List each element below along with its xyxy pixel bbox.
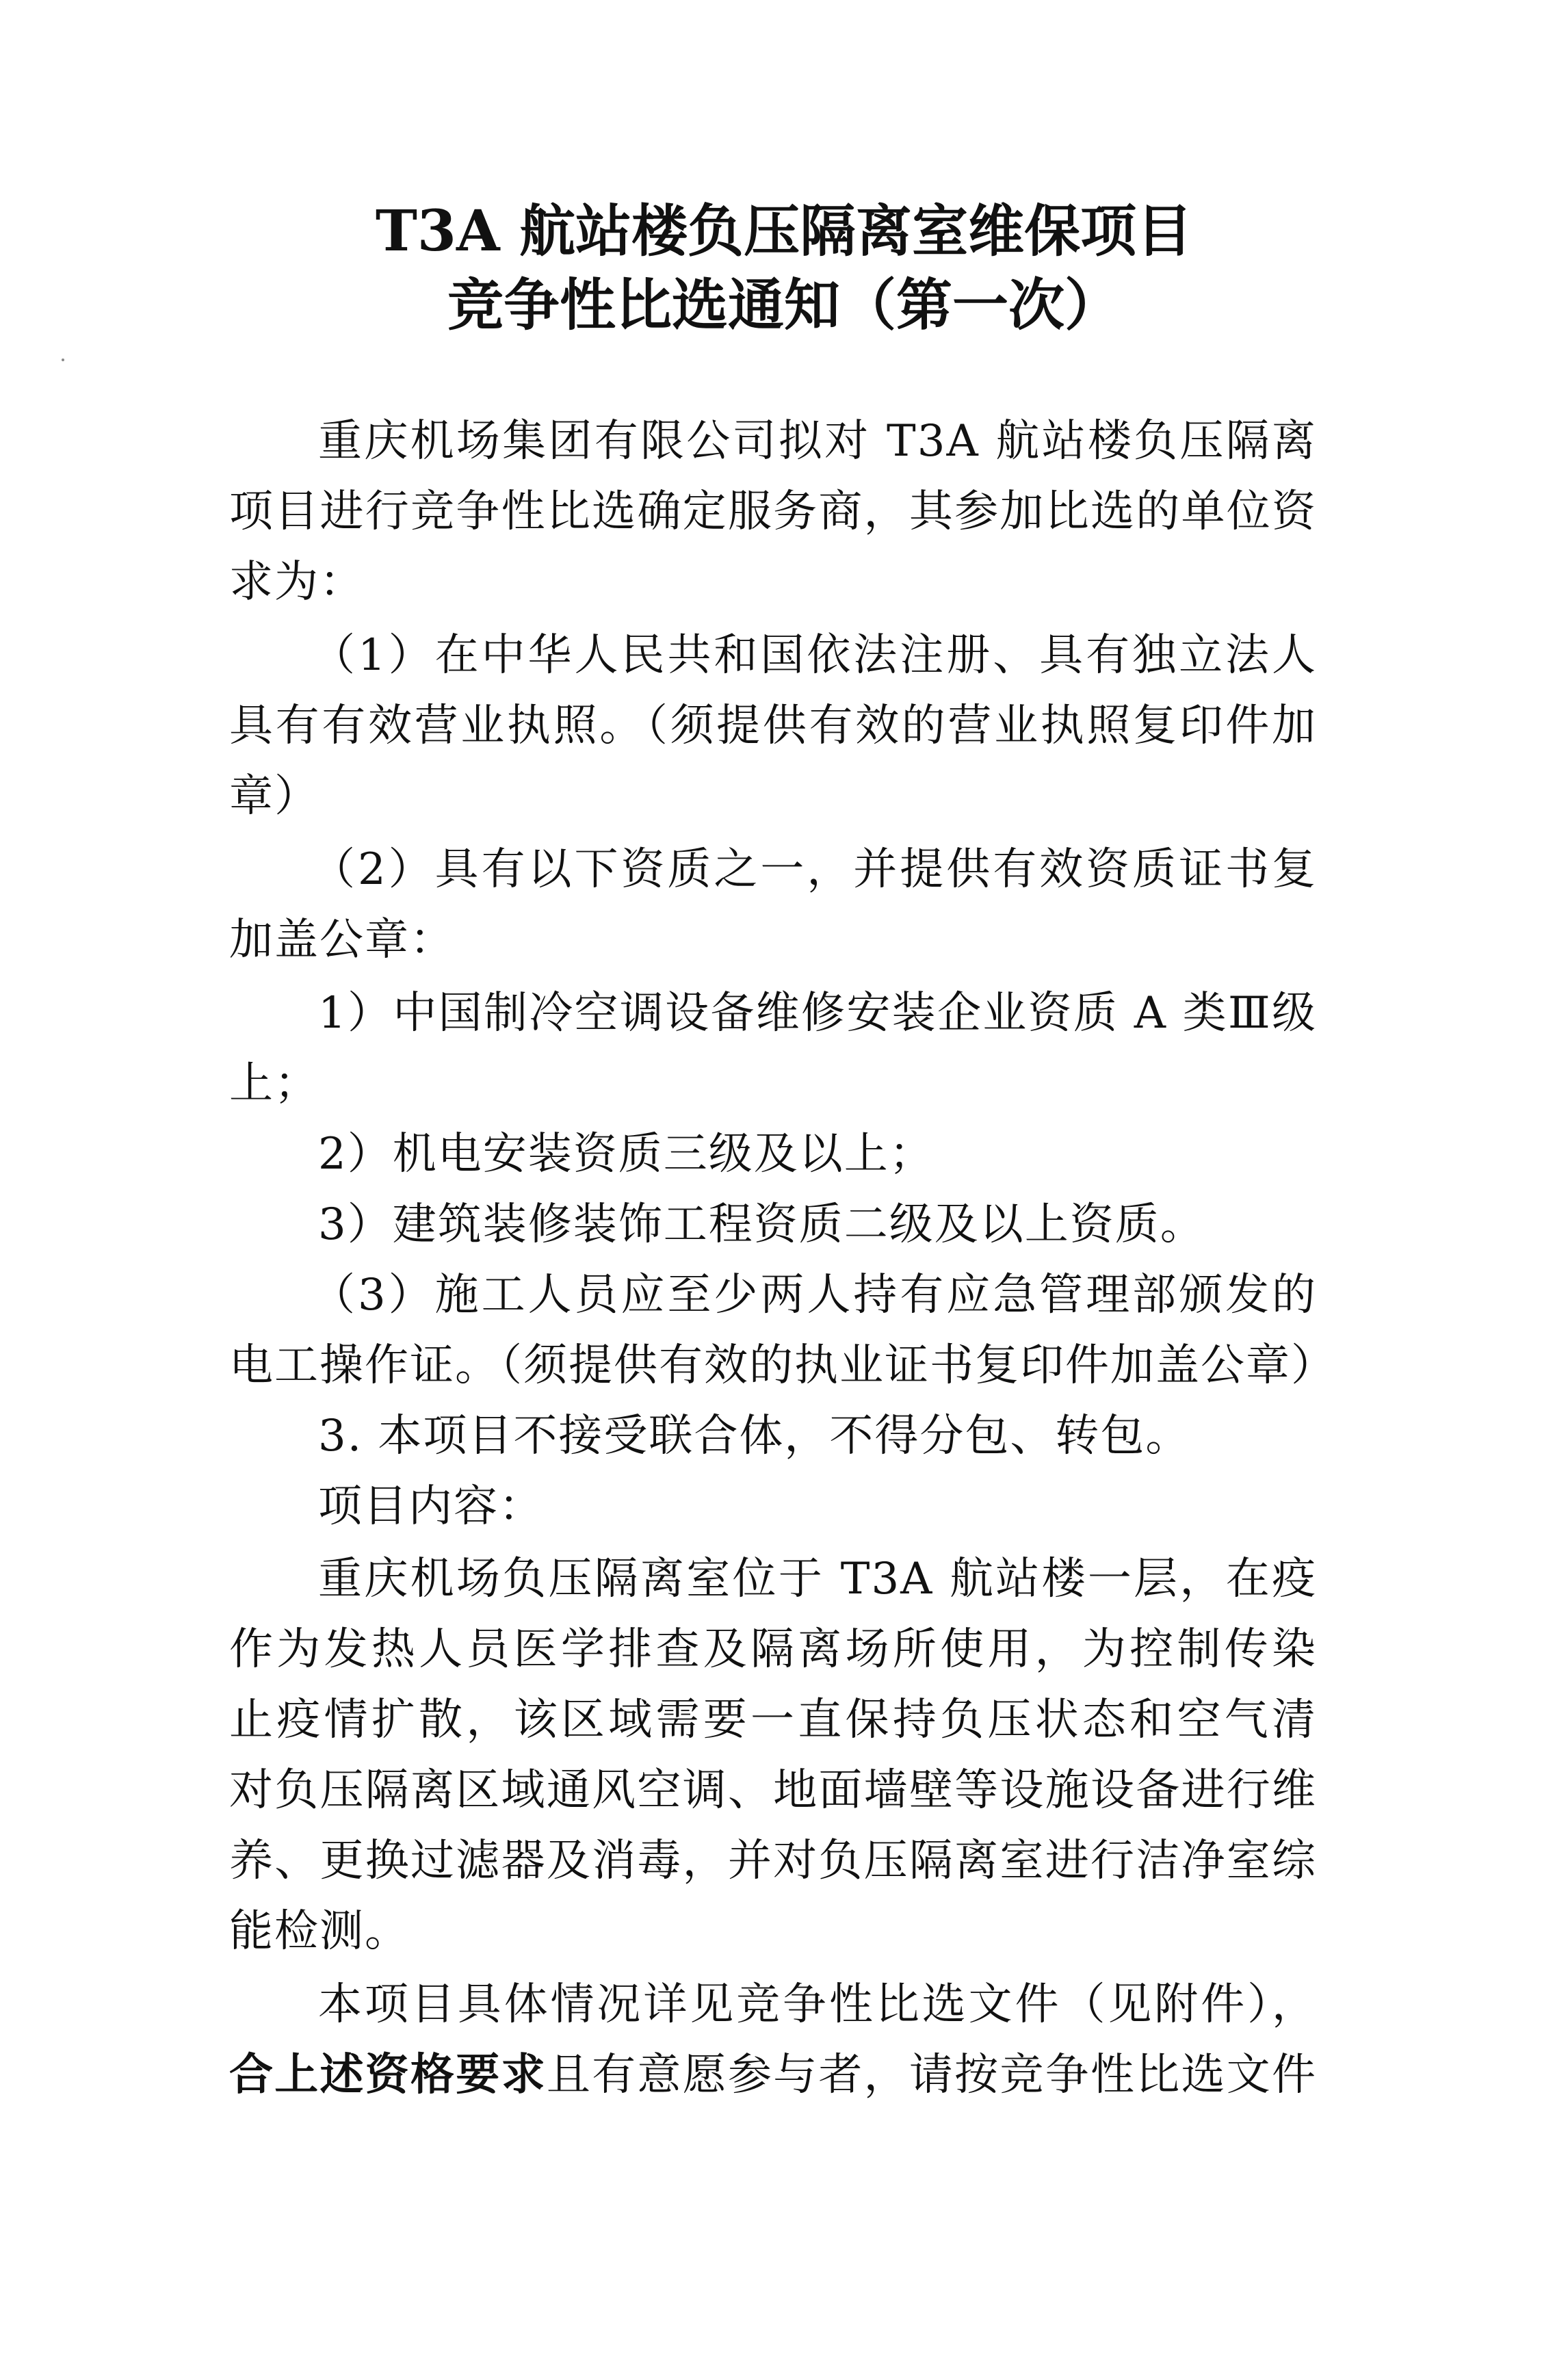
paragraph-line <box>229 2048 1317 2102</box>
paragraph-line: 电工操作证。（须提供有效的执业证书复印件加盖公章） <box>229 1340 1336 1391</box>
paragraph-line: 求为： <box>229 557 365 608</box>
paragraph-line: 重庆机场负压隔离室位于 T3A 航站楼一层，在疫 <box>318 1554 1317 1604</box>
text-normal: 本项目具体情况详见竞争性比选文件（见附件）， <box>318 1979 1317 2030</box>
paragraph-line: 项目进行竞争性比选确定服务商，其参加比选的单位资 <box>229 486 1317 537</box>
text-emphasis: 合上述资格要求 <box>229 2049 547 2100</box>
document-title-line-2: 竞争性比选通知（第一次） <box>447 272 1121 338</box>
paragraph-line: 养、更换过滤器及消毒，并对负压隔离室进行洁净室综 <box>229 1836 1317 1886</box>
paragraph-line: （2）具有以下资质之一，并提供有效资质证书复 <box>311 844 1317 895</box>
paragraph-line: 3. 本项目不接受联合体，不得分包、转包。 <box>318 1411 1191 1461</box>
paragraph-line: 项目内容： <box>318 1481 544 1532</box>
paragraph-line: 作为发热人员医学排查及隔离场所使用，为控制传染 <box>229 1624 1317 1675</box>
paragraph-line: 重庆机场集团有限公司拟对 T3A 航站楼负压隔离 <box>318 416 1317 467</box>
text-normal: 且有意愿参与者，请按竞争性比选文件 <box>546 2050 1317 2100</box>
document-title-line-1: T3A 航站楼负压隔离室维保项目 <box>375 198 1193 264</box>
paragraph-line: 章） <box>229 771 319 822</box>
paragraph-line: 上； <box>229 1058 319 1109</box>
paragraph-line: 具有有效营业执照。（须提供有效的营业执照复印件加 <box>229 701 1317 751</box>
paragraph-line: （3）施工人员应至少两人持有应急管理部颁发的 <box>311 1270 1317 1320</box>
paragraph-line: 2）机电安装资质三级及以上； <box>318 1129 935 1180</box>
paragraph-line <box>318 1977 1317 2032</box>
scan-speck <box>62 359 64 361</box>
paragraph-line: 1）中国制冷空调设备维修安装企业资质 A 类Ⅲ级 <box>318 988 1317 1039</box>
paragraph-line: 3）建筑装修装饰工程资质二级及以上资质。 <box>318 1199 1205 1250</box>
paragraph-line: 止疫情扩散，该区域需要一直保持负压状态和空气清 <box>229 1695 1317 1745</box>
paragraph-line: 加盖公章： <box>229 915 455 965</box>
paragraph-line: 对负压隔离区域通风空调、地面墙壁等设施设备进行维 <box>229 1765 1317 1816</box>
paragraph-line: 能检测。 <box>229 1906 410 1957</box>
paragraph-line: （1）在中华人民共和国依法注册、具有独立法人 <box>311 630 1317 681</box>
